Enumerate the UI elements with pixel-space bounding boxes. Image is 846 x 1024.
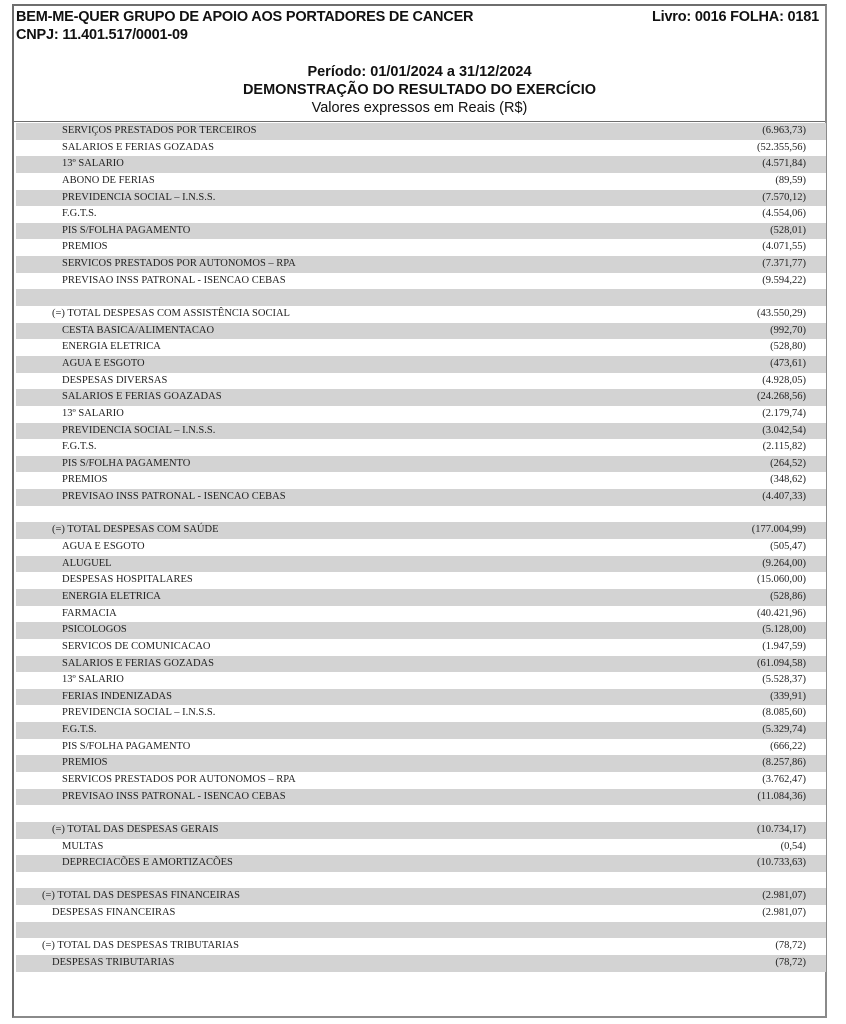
row-label: F.G.T.S.: [62, 441, 97, 453]
table-row: [16, 539, 826, 556]
row-value: (78,72): [775, 940, 806, 952]
row-label: SALARIOS E FERIAS GOZADAS: [62, 141, 214, 153]
row-value: (3.762,47): [762, 773, 806, 785]
row-value: (4.554,06): [762, 208, 806, 220]
table-row: [16, 839, 826, 856]
table-row: [16, 456, 826, 473]
row-value: (5.128,00): [762, 624, 806, 636]
row-value: (4.928,05): [762, 374, 806, 386]
organization-name: BEM-ME-QUER GRUPO DE APOIO AOS PORTADORES DE CANCER: [16, 9, 474, 25]
row-label: DESPESAS TRIBUTARIAS: [52, 957, 175, 969]
row-value: (666,22): [770, 740, 806, 752]
table-row: [16, 606, 826, 623]
table-row: [16, 406, 826, 423]
row-label: (=) TOTAL DAS DESPESAS FINANCEIRAS: [42, 890, 240, 902]
total-row: [16, 938, 826, 955]
row-value: (1.947,59): [762, 640, 806, 652]
table-row: [16, 755, 826, 772]
row-label: PIS S/FOLHA PAGAMENTO: [62, 740, 191, 752]
row-label: F.G.T.S.: [62, 208, 97, 220]
row-label: FERIAS INDENIZADAS: [62, 690, 172, 702]
row-value: (11.084,36): [757, 790, 806, 802]
spacer-row: [16, 922, 826, 939]
table-row: [16, 772, 826, 789]
currency-note: Valores expressos em Reais (R$): [311, 100, 528, 116]
row-value: (43.550,29): [757, 308, 806, 320]
row-value: (264,52): [770, 457, 806, 469]
table-row: [16, 739, 826, 756]
table-row: [16, 639, 826, 656]
book-page-reference: Livro: 0016 FOLHA: 0181: [651, 9, 819, 25]
row-value: (992,70): [770, 324, 806, 336]
row-label: SERVICOS PRESTADOS POR AUTONOMOS – RPA: [62, 258, 296, 270]
table-row: [16, 123, 826, 140]
table-row: [16, 323, 826, 340]
table-row: [16, 472, 826, 489]
row-value: (2.981,07): [762, 890, 806, 902]
table-row: [16, 656, 826, 673]
row-label: SERVIÇOS PRESTADOS POR TERCEIROS: [62, 125, 257, 136]
row-value: (4.407,33): [762, 491, 806, 503]
row-value: (7.371,77): [762, 258, 806, 270]
row-label: PREVIDENCIA SOCIAL – I.N.S.S.: [62, 707, 216, 719]
row-label: 13º SALARIO: [62, 674, 124, 686]
row-label: PSICOLOGOS: [62, 624, 127, 636]
row-label: F.G.T.S.: [62, 724, 97, 736]
statement-table: [16, 123, 826, 972]
row-label: (=) TOTAL DAS DESPESAS GERAIS: [52, 823, 219, 835]
row-label: PREMIOS: [62, 241, 108, 253]
row-value: (6.963,73): [762, 125, 806, 136]
table-row: [16, 439, 826, 456]
table-row: [16, 589, 826, 606]
row-label: SERVICOS DE COMUNICACAO: [62, 640, 211, 652]
row-value: (528,01): [770, 224, 806, 236]
table-row: [16, 256, 826, 273]
table-row: [16, 173, 826, 190]
row-label: 13º SALARIO: [62, 407, 124, 419]
table-row: [16, 722, 826, 739]
report-title: DEMONSTRAÇÃO DO RESULTADO DO EXERCÍCIO: [242, 82, 597, 98]
row-label: 13º SALARIO: [62, 158, 124, 170]
total-row: [16, 306, 826, 323]
table-row: [16, 223, 826, 240]
table-row: [16, 156, 826, 173]
row-value: (4.071,55): [762, 241, 806, 253]
row-value: (10.733,63): [757, 857, 806, 869]
row-label: (=) TOTAL DESPESAS COM ASSISTÊNCIA SOCIAL: [52, 308, 290, 320]
row-label: PREMIOS: [62, 474, 108, 486]
table-row: [16, 239, 826, 256]
row-value: (40.421,96): [757, 607, 806, 619]
row-value: (7.570,12): [762, 191, 806, 203]
row-label: PREVIDENCIA SOCIAL – I.N.S.S.: [62, 424, 216, 436]
row-value: (177.004,99): [751, 524, 806, 536]
row-label: PIS S/FOLHA PAGAMENTO: [62, 224, 191, 236]
row-label: AGUA E ESGOTO: [62, 541, 145, 553]
row-value: (24.268,56): [757, 391, 806, 403]
row-label: PREMIOS: [62, 757, 108, 769]
row-value: (528,86): [770, 590, 806, 602]
table-row: [16, 373, 826, 390]
row-label: (=) TOTAL DESPESAS COM SAÚDE: [52, 524, 219, 536]
row-value: (0,54): [780, 840, 806, 852]
row-value: (473,61): [770, 357, 806, 369]
row-value: (3.042,54): [762, 424, 806, 436]
row-label: PREVIDENCIA SOCIAL – I.N.S.S.: [62, 191, 216, 203]
row-value: (5.329,74): [762, 724, 806, 736]
table-row: [16, 905, 826, 922]
spacer-row: [16, 506, 826, 523]
row-label: PREVISAO INSS PATRONAL - ISENCAO CEBAS: [62, 274, 286, 286]
row-label: SERVICOS PRESTADOS POR AUTONOMOS – RPA: [62, 773, 296, 785]
row-value: (52.355,56): [757, 141, 806, 153]
row-value: (4.571,84): [762, 158, 806, 170]
table-row: [16, 140, 826, 157]
table-row: [16, 190, 826, 207]
table-row: [16, 273, 826, 290]
table-row: [16, 556, 826, 573]
row-value: (2.115,82): [762, 441, 806, 453]
table-row: [16, 389, 826, 406]
row-value: (78,72): [775, 957, 806, 969]
row-label: SALARIOS E FERIAS GOAZADAS: [62, 391, 222, 403]
row-value: (505,47): [770, 541, 806, 553]
table-row: [16, 206, 826, 223]
row-label: ENERGIA ELETRICA: [62, 590, 161, 602]
row-value: (2.981,07): [762, 907, 806, 919]
statement-page: [12, 4, 827, 1018]
row-label: DESPESAS HOSPITALARES: [62, 574, 193, 586]
report-period: Período: 01/01/2024 a 31/12/2024: [307, 64, 532, 80]
table-row: [16, 489, 826, 506]
row-label: MULTAS: [62, 840, 104, 852]
row-label: ABONO DE FERIAS: [62, 174, 155, 186]
spacer-row: [16, 289, 826, 306]
table-row: [16, 672, 826, 689]
row-value: (89,59): [775, 174, 806, 186]
table-row: [16, 855, 826, 872]
report-header: [14, 6, 825, 122]
row-value: (15.060,00): [757, 574, 806, 586]
row-value: (339,91): [770, 690, 806, 702]
row-label: (=) TOTAL DAS DESPESAS TRIBUTARIAS: [42, 940, 239, 952]
total-row: [16, 522, 826, 539]
row-value: (8.257,86): [762, 757, 806, 769]
row-value: (9.264,00): [762, 557, 806, 569]
row-value: (5.528,37): [762, 674, 806, 686]
row-value: (61.094,58): [757, 657, 806, 669]
row-label: DESPESAS DIVERSAS: [62, 374, 168, 386]
table-row: [16, 705, 826, 722]
total-row: [16, 888, 826, 905]
row-label: PREVISAO INSS PATRONAL - ISENCAO CEBAS: [62, 491, 286, 503]
spacer-row: [16, 805, 826, 822]
table-row: [16, 689, 826, 706]
spacer-row: [16, 872, 826, 889]
row-label: DESPESAS FINANCEIRAS: [52, 907, 176, 919]
row-value: (348,62): [770, 474, 806, 486]
row-value: (9.594,22): [762, 274, 806, 286]
row-value: (528,80): [770, 341, 806, 353]
table-row: [16, 356, 826, 373]
row-label: PIS S/FOLHA PAGAMENTO: [62, 457, 191, 469]
row-label: SALARIOS E FERIAS GOZADAS: [62, 657, 214, 669]
table-row: [16, 339, 826, 356]
table-row: [16, 789, 826, 806]
total-row: [16, 822, 826, 839]
row-value: (10.734,17): [757, 823, 806, 835]
row-label: FARMACIA: [62, 607, 117, 619]
table-row: [16, 572, 826, 589]
table-row: [16, 622, 826, 639]
row-value: (2.179,74): [762, 407, 806, 419]
row-label: ENERGIA ELETRICA: [62, 341, 161, 353]
cnpj: CNPJ: 11.401.517/0001-09: [16, 27, 188, 43]
row-label: DEPRECIACÕES E AMORTIZACÕES: [62, 857, 233, 869]
row-label: PREVISAO INSS PATRONAL - ISENCAO CEBAS: [62, 790, 286, 802]
row-label: AGUA E ESGOTO: [62, 357, 145, 369]
row-value: (8.085,60): [762, 707, 806, 719]
row-label: ALUGUEL: [62, 557, 112, 569]
table-row: [16, 423, 826, 440]
row-label: CESTA BASICA/ALIMENTACAO: [62, 324, 215, 336]
table-row: [16, 955, 826, 972]
